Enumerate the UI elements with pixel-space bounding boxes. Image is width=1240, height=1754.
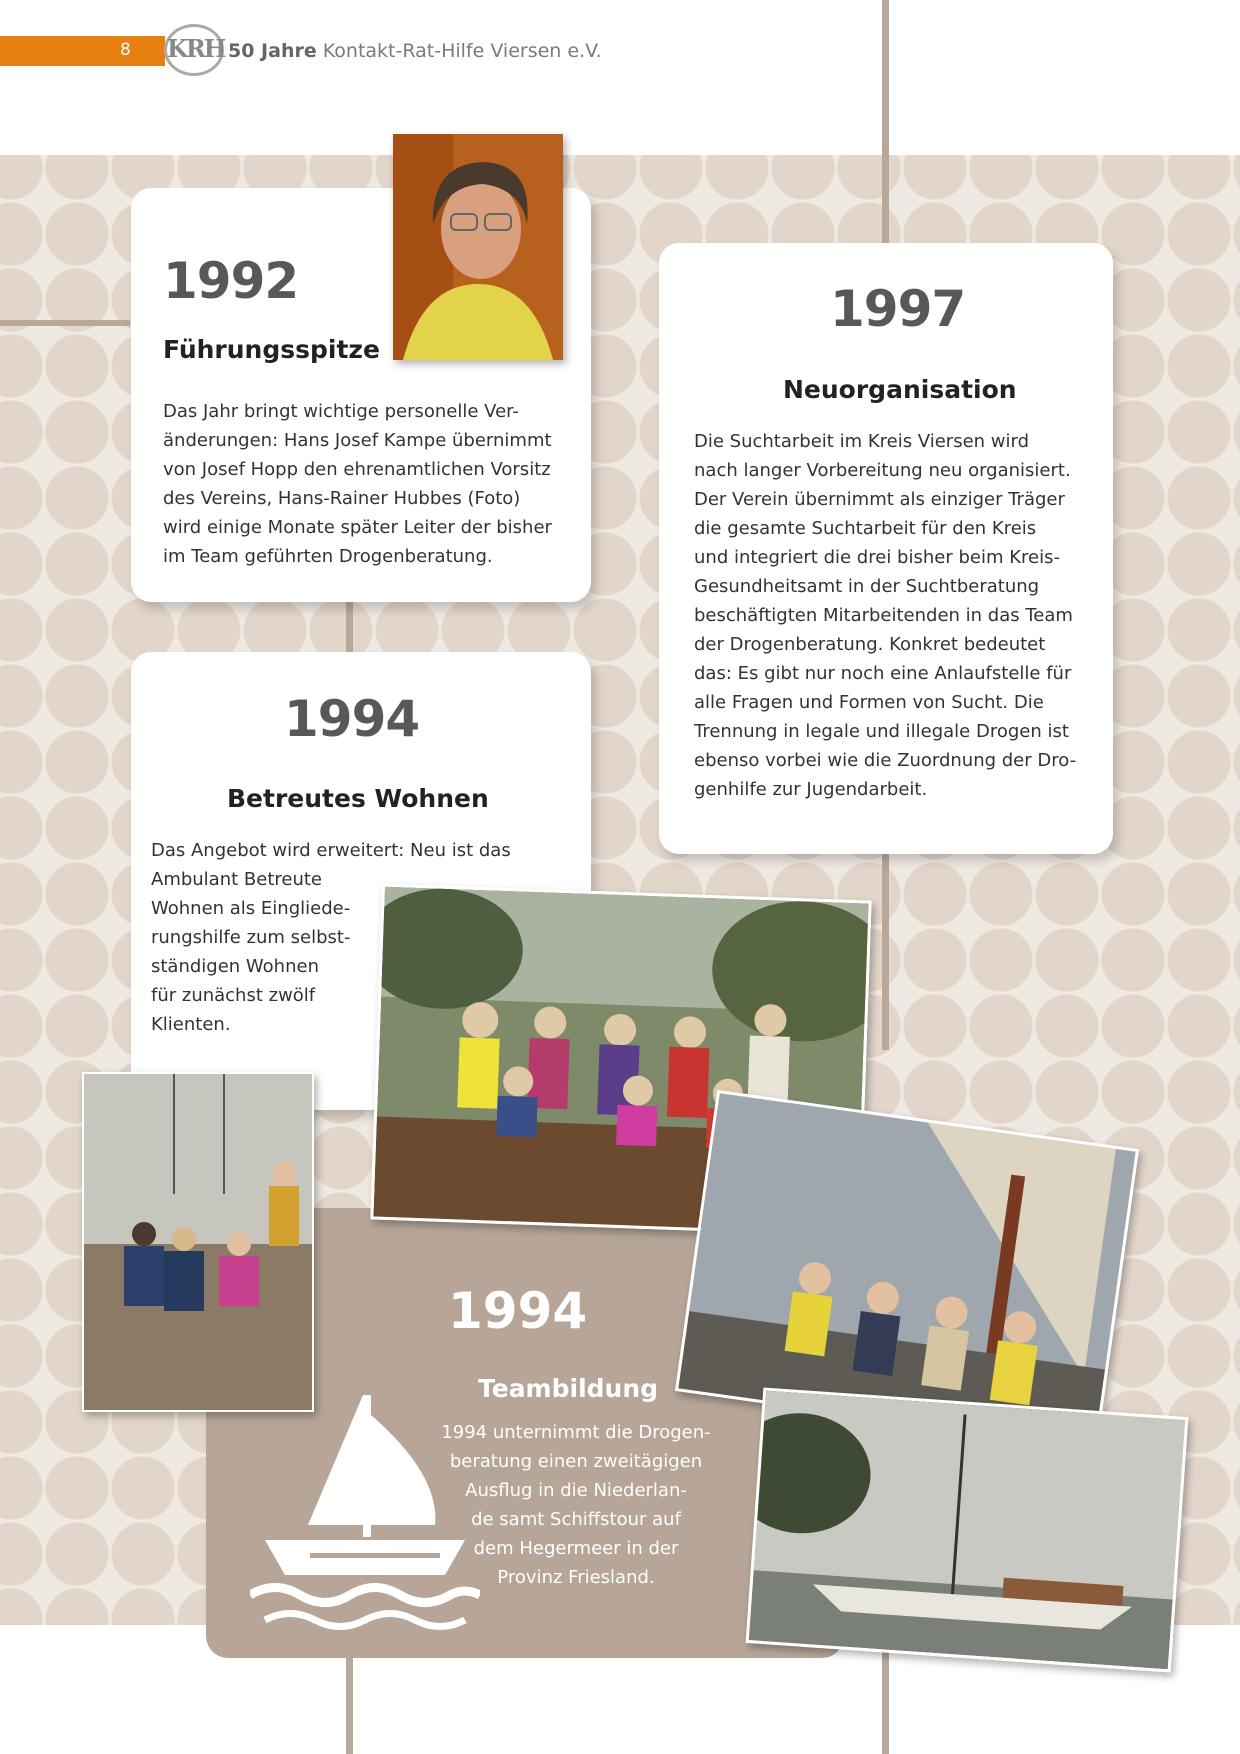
photo-deck-women <box>82 1072 314 1412</box>
timeline-line <box>882 0 889 250</box>
page-number: 8 <box>120 40 131 60</box>
logo-text: KRH <box>167 34 225 63</box>
header-title: 50 Jahre Kontakt-Rat-Hilfe Viersen e.V. <box>228 40 602 62</box>
photo-sailing-crew <box>675 1090 1139 1450</box>
text-1997: Die Suchtarbeit im Kreis Viersen wird nach langer Vorbereitung neu organisiert. Der Verein übernimmt als einziger Träger die gesamte Suchtarbeit für den Kreis und integriert die drei bisher beim Kreis- Gesundheitsamt in der Suchtberatung beschäftigten Mitarbeitenden in das Team der Drogenberatung. Konkret bedeutet das: Es gibt nur noch eine Anlaufstelle für alle Fragen und Formen von Sucht. Die Trennung in legale und illegale Drogen ist ebenso vorbei wie die Zuordnung der Dro- genhilfe zur Jugendarbeit. <box>694 431 1077 800</box>
heading-teambildung: Teambildung <box>478 1374 659 1403</box>
heading-neuorganisation: Neuorganisation <box>783 375 1017 404</box>
text-1994-team: 1994 unternimmt die Drogen- beratung einen zweitägigen Ausflug in die Niederlan- de samt Schiffstour auf dem Hegermeer in der Provinz Friesland. <box>441 1422 711 1588</box>
year-1992: 1992 <box>163 252 299 310</box>
heading-betreutes-wohnen: Betreutes Wohnen <box>227 784 489 813</box>
year-1994-wohnen: 1994 <box>284 690 420 748</box>
timeline-branch <box>0 320 130 326</box>
header-accent-bar <box>0 36 165 66</box>
timeline-line <box>346 600 353 660</box>
timeline-line <box>882 840 889 1050</box>
heading-fuehrungsspitze: Führungsspitze <box>163 335 380 364</box>
year-1997: 1997 <box>830 280 966 338</box>
krh-logo <box>164 24 224 76</box>
text-1994-wohnen: Das Angebot wird erweitert: Neu ist das Ambulant Betreute Wohnen als Eingliede- rungshilfe zum selbst- ständigen Wohnen für zunächst zwölf Klienten. <box>151 840 511 1035</box>
text-1992: Das Jahr bringt wichtige personelle Ver- änderungen: Hans Josef Kampe übernimmt von Josef Hopp den ehrenamtlichen Vorsitz des Vereins, Hans-Rainer Hubbes (Foto) wird einige Monate später Leiter der bisher im Team geführten Drogenberatung. <box>163 401 552 567</box>
year-1994-team: 1994 <box>448 1282 588 1340</box>
photo-ship-harbour <box>746 1387 1189 1672</box>
portrait-photo <box>393 134 563 360</box>
